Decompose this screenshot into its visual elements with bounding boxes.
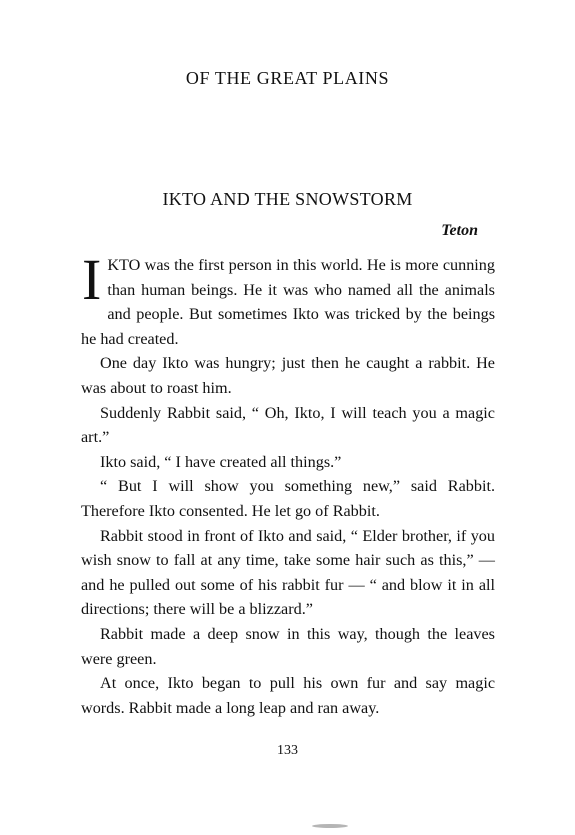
paragraph: Rabbit made a deep snow in this way, though the leaves were green. [81, 624, 495, 668]
paragraph: One day Ikto was hungry; just then he caught a rabbit. He was about to roast him. [81, 354, 495, 397]
running-head: OF THE GREAT PLAINS [185, 68, 390, 88]
scan-smudge [312, 824, 348, 828]
tribe-attribution: Teton [441, 222, 478, 239]
drop-cap: I [82, 247, 102, 312]
paragraph: At once, Ikto began to pull his own fur and say magic words. Rabbit made a long leap and ran away. [81, 674, 495, 717]
paragraph [81, 247, 495, 351]
paragraph: Suddenly Rabbit said, “ Oh, Ikto, I will teach you a magic art.” [81, 403, 495, 447]
story-title: IKTO AND THE SNOWSTORM [162, 189, 413, 209]
paragraph: Rabbit stood in front of Ikto and said, “ Elder brother, if you wish snow to fall at any time, take some hair such as this,” — and he pulled out some of his rabbit fur — “ and blow it in all directions; there will be a blizzard.” [81, 526, 495, 619]
paragraph: “ But I will show you something new,” said Rabbit. Therefore Ikto consented. He let go of Rabbit. [81, 477, 495, 520]
paragraph: Ikto said, “ I have created all things.” [100, 452, 342, 471]
paragraph-text: KTO was the first person in this world. He is more cunning than human beings. He it was who named all the animals and people. But sometimes Ikto was tricked by the beings he had created. [81, 256, 495, 348]
story-body [81, 247, 495, 720]
page-number: 133 [277, 743, 298, 758]
